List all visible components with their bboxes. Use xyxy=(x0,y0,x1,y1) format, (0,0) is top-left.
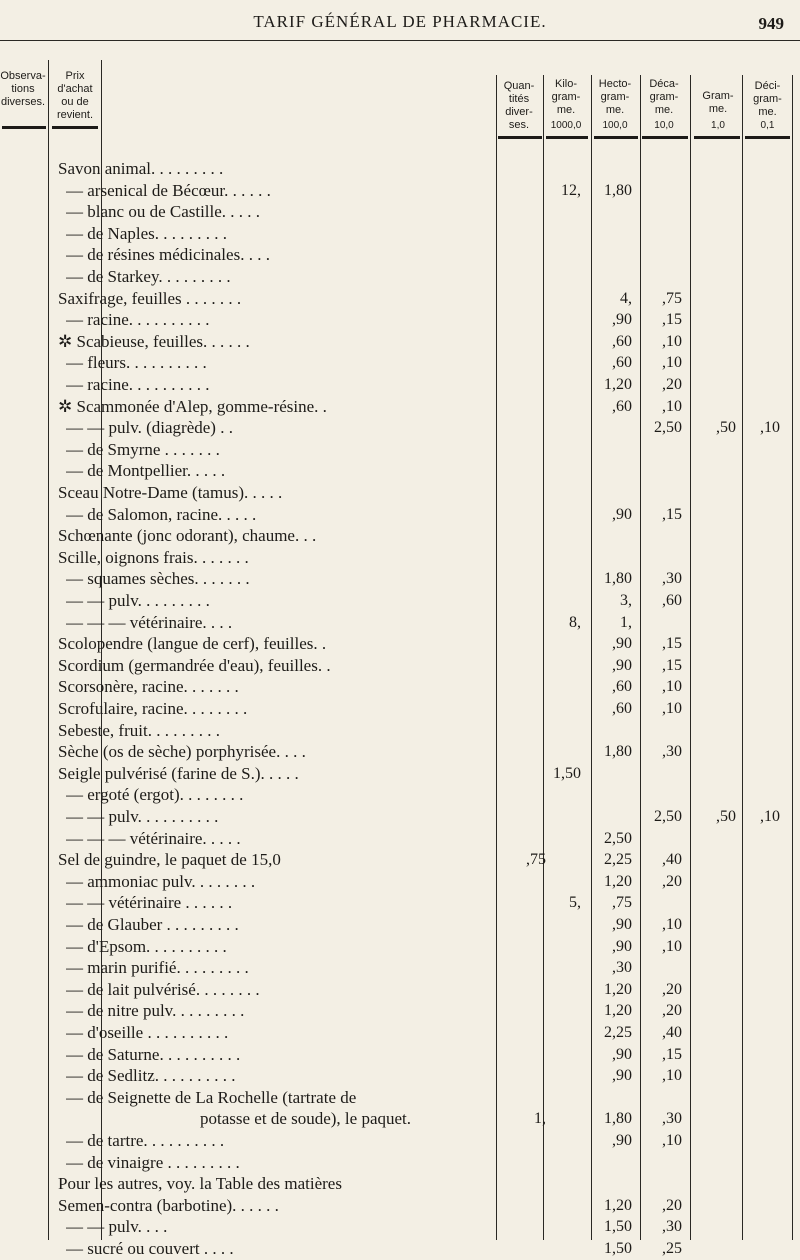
cell-deca: ,60 xyxy=(662,592,682,609)
row-label: — blanc ou de Castille. . . . . xyxy=(66,202,261,222)
cell-hecto: 2,50 xyxy=(604,829,632,847)
row-label: — de lait pulvérisé. . . . . . . . xyxy=(66,979,260,999)
cell-deca: 2,50 xyxy=(654,419,682,437)
table-row xyxy=(0,568,800,590)
table-row xyxy=(0,698,800,720)
row-label: — de Saturne. . . . . . . . . . xyxy=(66,1044,241,1064)
cell-hecto: 1,20 xyxy=(604,376,632,393)
cell-deca: ,30 xyxy=(662,1218,682,1236)
col-prix-header: Prix d'achat ou de revient. xyxy=(56,70,94,121)
cell-hecto: ,60 xyxy=(612,700,632,717)
cell-deca: ,20 xyxy=(662,376,682,393)
table-row xyxy=(0,936,800,958)
col-deci-multiplier: 0,1 xyxy=(760,120,775,131)
row-label: Scille, oignons frais. . . . . . . xyxy=(58,547,249,567)
table-row xyxy=(0,1216,800,1238)
table-row xyxy=(0,612,800,634)
table-row xyxy=(0,1065,800,1087)
cell-hecto: ,90 xyxy=(612,311,632,329)
row-label: Sel de guindre, le paquet de 15,0 xyxy=(58,850,281,870)
table-row xyxy=(0,180,800,202)
row-label: Scorsonère, racine. . . . . . . xyxy=(58,677,239,697)
row-label: — d'Epsom. . . . . . . . . . xyxy=(66,936,227,956)
table-row xyxy=(0,1238,800,1260)
row-label: Saxifrage, feuilles . . . . . . . xyxy=(58,288,242,308)
table-row xyxy=(0,223,800,245)
col-deci-header: Déci-gram-me. xyxy=(753,80,782,118)
cell-deca: ,10 xyxy=(662,332,682,350)
cell-hecto: 1,80 xyxy=(604,570,632,588)
cell-hecto: ,60 xyxy=(612,354,632,372)
cell-hecto: 1,20 xyxy=(604,980,632,998)
row-label: ✲ Scabieuse, feuilles. . . . . . xyxy=(58,331,250,351)
table-row xyxy=(0,892,800,914)
cell-hecto: ,90 xyxy=(612,656,632,674)
row-label: potasse et de soude), le paquet. xyxy=(200,1109,412,1129)
row-label: — d'oseille . . . . . . . . . . xyxy=(66,1023,229,1042)
cell-deca: ,15 xyxy=(662,311,682,329)
table-row xyxy=(0,590,800,612)
table-row xyxy=(0,1152,800,1174)
table-row xyxy=(0,1195,800,1217)
table-row xyxy=(0,763,800,785)
table-row xyxy=(0,439,800,461)
table-row xyxy=(0,547,800,569)
cell-deca: ,15 xyxy=(662,505,682,523)
row-label: Seigle pulvérisé (farine de S.). . . . . xyxy=(58,763,299,783)
row-label: — de nitre pulv. . . . . . . . . xyxy=(66,1001,245,1021)
cell-hecto: 3, xyxy=(620,592,632,609)
cell-deca: ,10 xyxy=(662,678,682,696)
cell-hecto: ,90 xyxy=(612,505,632,523)
cell-deca: ,75 xyxy=(662,289,682,307)
header-bar-prix xyxy=(52,126,98,129)
cell-kilo: 12, xyxy=(561,181,581,199)
header-bar-hecto xyxy=(594,136,638,139)
header-rule xyxy=(0,40,800,41)
cell-kilo: 8, xyxy=(569,613,581,631)
cell-deca: ,20 xyxy=(662,1002,682,1020)
row-label: ✲ Scammonée d'Alep, gomme-résine. . xyxy=(58,396,327,416)
cell-hecto: ,90 xyxy=(612,1067,632,1085)
cell-hecto: ,60 xyxy=(612,397,632,415)
row-label: — de Naples. . . . . . . . . xyxy=(66,223,228,243)
row-label: — de Sedlitz. . . . . . . . . . xyxy=(66,1066,236,1086)
row-label: — sucré ou couvert . . . . xyxy=(66,1239,234,1258)
col-kilo-header: Kilo-gram-me. xyxy=(551,78,581,116)
cell-deca: ,40 xyxy=(662,1024,682,1041)
cell-deca: ,10 xyxy=(662,354,682,372)
row-label: — de Starkey. . . . . . . . . xyxy=(66,267,231,286)
table-row xyxy=(0,849,800,871)
table-row xyxy=(0,396,800,418)
row-label: — — pulv. . . . . . . . . . xyxy=(66,807,219,826)
row-label: — racine. . . . . . . . . . xyxy=(66,310,210,330)
row-label: — fleurs. . . . . . . . . . xyxy=(66,353,207,373)
cell-hecto: 2,25 xyxy=(604,851,632,869)
row-label: — de tartre. . . . . . . . . . xyxy=(66,1131,225,1150)
cell-deca: ,30 xyxy=(662,570,682,588)
table-row xyxy=(0,374,800,396)
cell-deca: ,25 xyxy=(662,1240,682,1257)
table-row xyxy=(0,352,800,374)
table-row xyxy=(0,158,800,180)
row-label: — arsenical de Bécœur. . . . . . xyxy=(66,180,271,200)
table-row xyxy=(0,309,800,331)
cell-deca: ,15 xyxy=(662,1045,682,1063)
page-header-title: TARIF GÉNÉRAL DE PHARMACIE. xyxy=(253,12,547,31)
cell-hecto: 1,50 xyxy=(604,1240,632,1257)
col-deca-header: Déca-gram-me. xyxy=(649,78,679,116)
cell-hecto: 1,20 xyxy=(604,1002,632,1020)
row-label: Pour les autres, voy. la Table des matières xyxy=(58,1174,342,1194)
table-row xyxy=(0,957,800,979)
table-row xyxy=(0,676,800,698)
cell-hecto: 1,20 xyxy=(604,1196,632,1214)
table-row xyxy=(0,417,800,439)
cell-hecto: ,90 xyxy=(612,635,632,653)
table-row xyxy=(0,288,800,310)
header-bar-observations xyxy=(2,126,46,129)
table-row xyxy=(0,1108,800,1130)
cell-hecto: 4, xyxy=(620,289,632,307)
cell-deca: ,10 xyxy=(662,700,682,717)
cell-deca: ,20 xyxy=(662,872,682,890)
table-row xyxy=(0,1087,800,1109)
row-label: Schœnante (jonc odorant), chaume. . . xyxy=(58,526,317,546)
cell-deca: ,10 xyxy=(662,916,682,933)
table-row xyxy=(0,806,800,828)
table-row xyxy=(0,914,800,936)
cell-hecto: 1,80 xyxy=(604,181,632,199)
cell-kilo: 1,50 xyxy=(553,764,581,782)
table-row xyxy=(0,741,800,763)
col-gram-header: Gram-me. xyxy=(702,90,734,115)
cell-hecto: 1,20 xyxy=(604,872,632,890)
cell-deca: ,15 xyxy=(662,656,682,674)
table-row xyxy=(0,331,800,353)
row-label: — — pulv. (diagrède) . . xyxy=(66,418,233,438)
table-row xyxy=(0,1173,800,1195)
cell-hecto: ,75 xyxy=(612,894,632,912)
table-row xyxy=(0,244,800,266)
table-row xyxy=(0,504,800,526)
page-number: 949 xyxy=(758,14,784,33)
cell-hecto: 1,80 xyxy=(604,1110,632,1128)
row-label: — — pulv. . . . xyxy=(66,1217,168,1237)
row-label: Semen-contra (barbotine). . . . . . xyxy=(58,1195,279,1215)
cell-deci: ,10 xyxy=(760,419,780,437)
cell-hecto: ,60 xyxy=(612,678,632,696)
table-row xyxy=(0,1130,800,1152)
row-label: — squames sèches. . . . . . . xyxy=(66,569,250,589)
cell-hecto: ,60 xyxy=(612,332,632,350)
cell-hecto: ,30 xyxy=(612,959,632,977)
col-observations-header: Observa-tions diverses. xyxy=(0,70,46,108)
table-row xyxy=(0,1044,800,1066)
table-row xyxy=(0,633,800,655)
cell-hecto: ,90 xyxy=(612,1132,632,1149)
row-label: Scrofulaire, racine. . . . . . . . xyxy=(58,699,248,718)
header-bar-quantites xyxy=(498,136,542,139)
table-row xyxy=(0,1022,800,1044)
row-label: Scordium (germandrée d'eau), feuilles. . xyxy=(58,655,331,675)
cell-kilo: 5, xyxy=(569,894,581,912)
cell-deca: ,10 xyxy=(662,397,682,415)
row-label: Savon animal. . . . . . . . . xyxy=(58,159,224,178)
cell-gram: ,50 xyxy=(716,808,736,825)
row-label: — — — vétérinaire. . . . xyxy=(66,612,233,632)
cell-gram: ,50 xyxy=(716,419,736,437)
cell-quantite: 1, xyxy=(534,1110,546,1128)
row-label: — — pulv. . . . . . . . . xyxy=(66,591,210,610)
table-row xyxy=(0,720,800,742)
row-label: — de vinaigre . . . . . . . . . xyxy=(66,1152,240,1172)
col-quantites-header: Quan-tités diver-ses. xyxy=(503,80,535,131)
cell-quantite: ,75 xyxy=(526,851,546,869)
row-label: Sèche (os de sèche) porphyrisée. . . . xyxy=(58,742,306,762)
cell-hecto: 1, xyxy=(620,613,632,631)
header-bar-kilo xyxy=(546,136,588,139)
cell-deca: ,10 xyxy=(662,1067,682,1085)
row-label: — de Salomon, racine. . . . . xyxy=(66,504,257,524)
header-bar-gram xyxy=(694,136,740,139)
table-row xyxy=(0,871,800,893)
col-hecto-multiplier: 100,0 xyxy=(602,120,628,131)
cell-deci: ,10 xyxy=(760,808,780,825)
table-row xyxy=(0,979,800,1001)
table-row xyxy=(0,655,800,677)
cell-deca: ,30 xyxy=(662,743,682,761)
table-row xyxy=(0,784,800,806)
cell-hecto: ,90 xyxy=(612,1045,632,1063)
col-gram-multiplier: 1,0 xyxy=(711,120,725,131)
cell-deca: ,40 xyxy=(662,851,682,869)
row-label: — ammoniac pulv. . . . . . . . xyxy=(66,871,256,891)
row-label: Sebeste, fruit. . . . . . . . . xyxy=(58,720,220,740)
cell-deca: ,20 xyxy=(662,980,682,998)
header-bar-deci xyxy=(745,136,790,139)
row-label: — de résines médicinales. . . . xyxy=(66,245,270,265)
cell-hecto: 1,80 xyxy=(604,743,632,761)
cell-deca: ,10 xyxy=(662,1132,682,1149)
row-label: — racine. . . . . . . . . . xyxy=(66,375,210,394)
row-label: — de Glauber . . . . . . . . . xyxy=(66,915,239,934)
row-label: — de Smyrne . . . . . . . xyxy=(66,439,220,459)
table-row xyxy=(0,201,800,223)
col-hecto-header: Hecto-gram-me. xyxy=(598,78,632,116)
cell-deca: ,10 xyxy=(662,937,682,955)
row-label: — — vétérinaire . . . . . . xyxy=(66,893,233,913)
row-label: — ergoté (ergot). . . . . . . . xyxy=(66,785,244,805)
cell-deca: ,15 xyxy=(662,635,682,653)
cell-deca: ,20 xyxy=(662,1196,682,1214)
row-label: — marin purifié. . . . . . . . . xyxy=(66,958,249,978)
table-row xyxy=(0,1000,800,1022)
col-deca-multiplier: 10,0 xyxy=(654,120,674,131)
cell-hecto: ,90 xyxy=(612,937,632,955)
table-row xyxy=(0,460,800,482)
row-label: — de Seignette de La Rochelle (tartrate de xyxy=(66,1087,357,1107)
header-bar-deca xyxy=(642,136,688,139)
table-row xyxy=(0,828,800,850)
table-row xyxy=(0,482,800,504)
col-kilo-multiplier: 1000,0 xyxy=(550,120,582,131)
row-label: Scolopendre (langue de cerf), feuilles. . xyxy=(58,634,327,654)
row-label: Sceau Notre-Dame (tamus). . . . . xyxy=(58,483,283,502)
cell-hecto: 2,25 xyxy=(604,1024,632,1041)
table-row xyxy=(0,266,800,288)
row-label: — — — vétérinaire. . . . . xyxy=(66,828,241,848)
cell-deca: 2,50 xyxy=(654,808,682,825)
cell-deca: ,30 xyxy=(662,1110,682,1128)
table-row xyxy=(0,525,800,547)
cell-hecto: ,90 xyxy=(612,916,632,933)
cell-hecto: 1,50 xyxy=(604,1218,632,1236)
row-label: — de Montpellier. . . . . xyxy=(66,461,226,481)
